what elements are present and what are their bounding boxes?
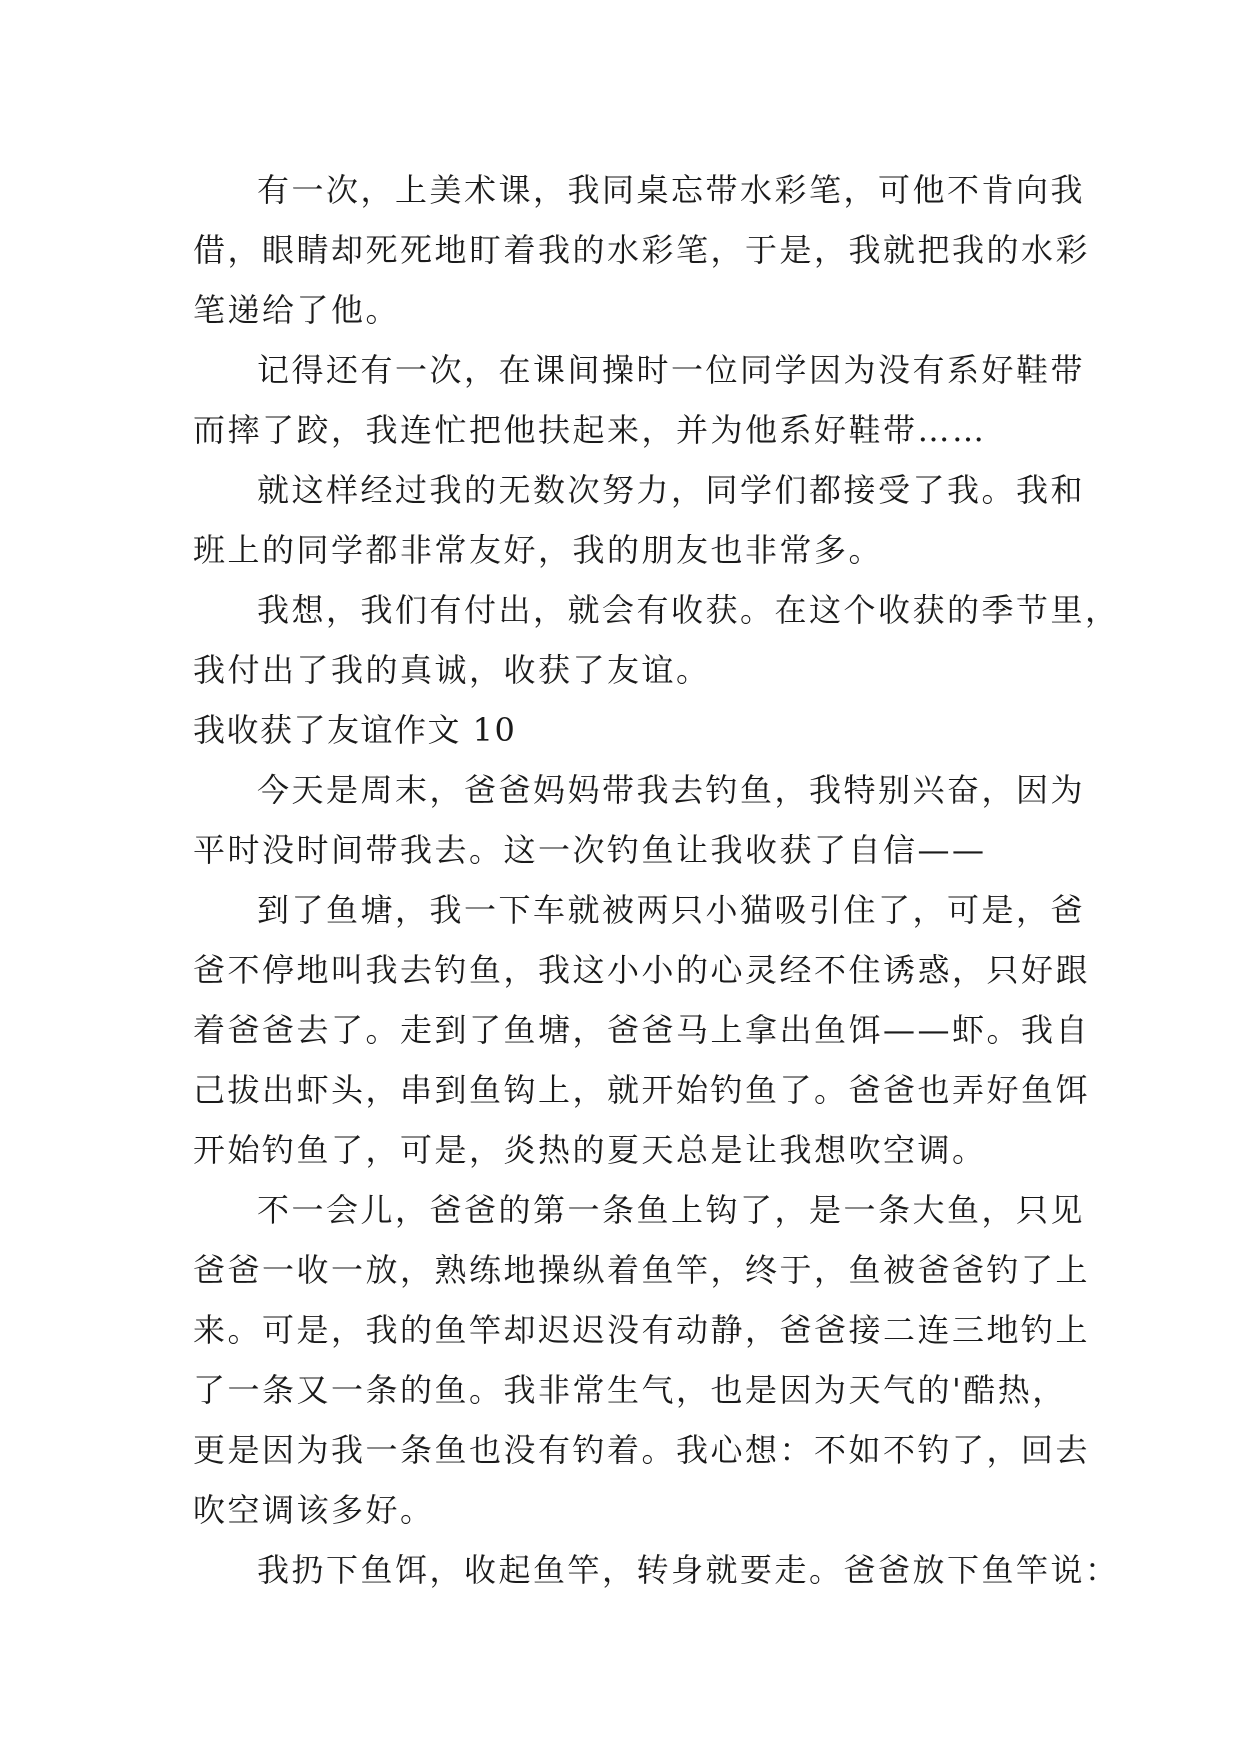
text-line: 来。可是，我的鱼竿却迟迟没有动静，爸爸接二连三地钓上 xyxy=(193,1311,1091,1349)
text-line: 开始钓鱼了，可是，炎热的夏天总是让我想吹空调。 xyxy=(193,1131,987,1169)
section-heading: 我收获了友谊作文 10 xyxy=(193,711,517,749)
text-line: 借，眼睛却死死地盯着我的水彩笔，于是，我就把我的水彩 xyxy=(193,231,1091,269)
text-line: 我扔下鱼饵，收起鱼竿，转身就要走。爸爸放下鱼竿说： xyxy=(257,1551,1120,1589)
text-line: 而摔了跤，我连忙把他扶起来，并为他系好鞋带…… xyxy=(193,411,987,449)
text-line: 有一次，上美术课，我同桌忘带水彩笔，可他不肯向我 xyxy=(257,171,1086,209)
text-line: 爸不停地叫我去钓鱼，我这小小的心灵经不住诱惑，只好跟 xyxy=(193,951,1091,989)
text-line: 笔递给了他。 xyxy=(193,291,401,329)
text-line: 不一会儿，爸爸的第一条鱼上钩了，是一条大鱼，只见 xyxy=(257,1191,1086,1229)
text-line: 班上的同学都非常友好，我的朋友也非常多。 xyxy=(193,531,884,569)
text-line: 平时没时间带我去。这一次钓鱼让我收获了自信—— xyxy=(193,831,987,869)
text-line: 爸爸一收一放，熟练地操纵着鱼竿，终于，鱼被爸爸钓了上 xyxy=(193,1251,1091,1289)
text-line: 吹空调该多好。 xyxy=(193,1491,435,1529)
text-line: 就这样经过我的无数次努力，同学们都接受了我。我和 xyxy=(257,471,1086,509)
text-line: 更是因为我一条鱼也没有钓着。我心想：不如不钓了，回去 xyxy=(193,1431,1091,1469)
text-line: 今天是周末，爸爸妈妈带我去钓鱼，我特别兴奋，因为 xyxy=(257,771,1086,809)
text-line: 我想，我们有付出，就会有收获。在这个收获的季节里， xyxy=(257,591,1120,629)
text-line: 到了鱼塘，我一下车就被两只小猫吸引住了，可是，爸 xyxy=(257,891,1086,929)
essay-text xyxy=(193,160,1120,1600)
text-line: 了一条又一条的鱼。我非常生气，也是因为天气的'酷热， xyxy=(193,1371,1067,1409)
text-line: 己拔出虾头，串到鱼钩上，就开始钓鱼了。爸爸也弄好鱼饵 xyxy=(193,1071,1091,1109)
text-line: 记得还有一次，在课间操时一位同学因为没有系好鞋带 xyxy=(257,351,1086,389)
text-line: 着爸爸去了。走到了鱼塘，爸爸马上拿出鱼饵——虾。我自 xyxy=(193,1011,1091,1049)
text-line: 我付出了我的真诚，收获了友谊。 xyxy=(193,651,711,689)
